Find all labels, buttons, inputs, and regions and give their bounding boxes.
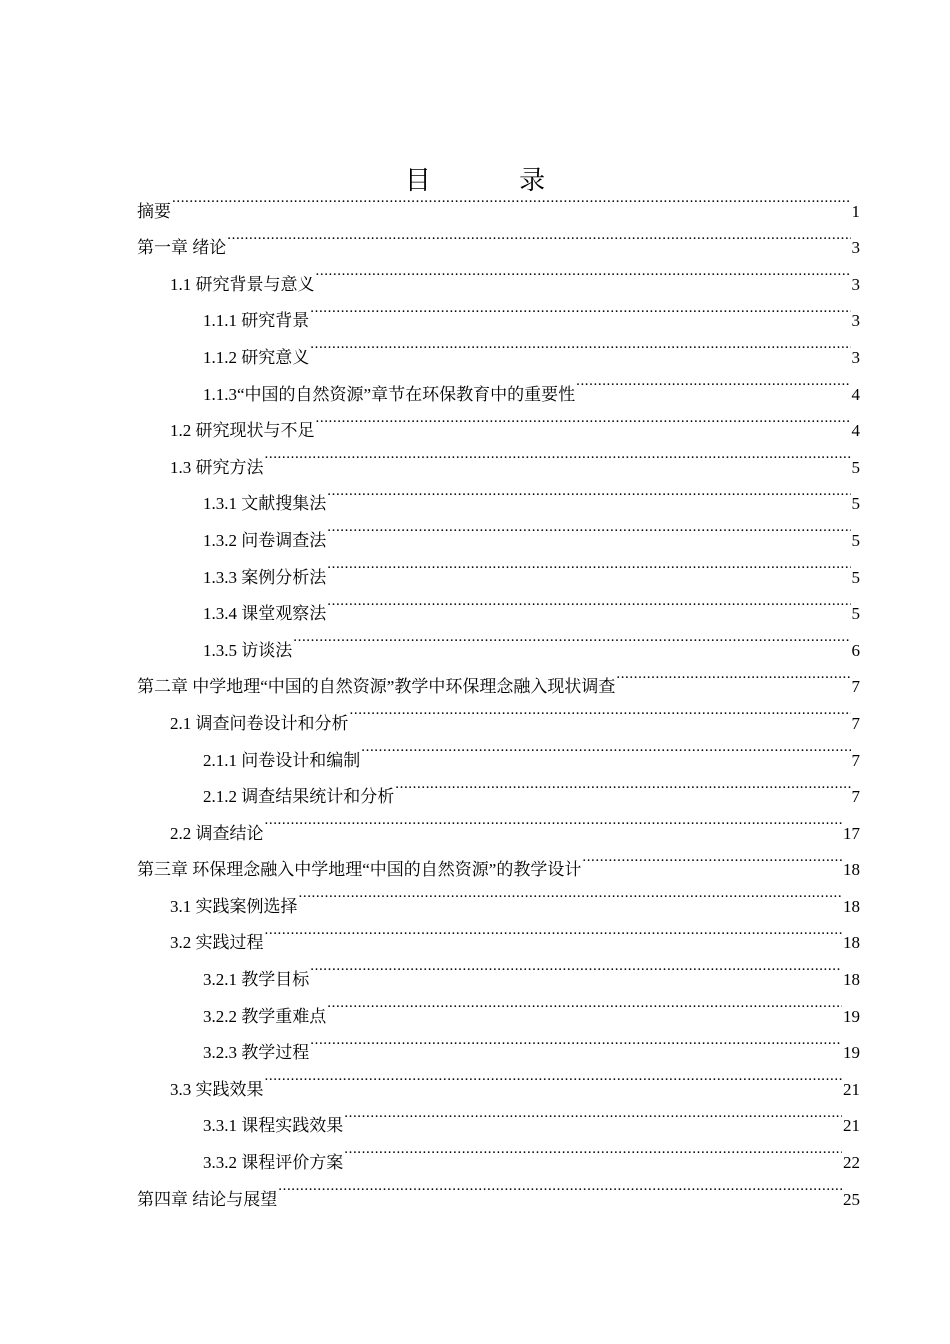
toc-dot-leader	[344, 1131, 842, 1168]
toc-dot-leader	[265, 1058, 843, 1095]
toc-page-number: 5	[851, 567, 860, 587]
toc-page-number: 1	[851, 201, 860, 221]
toc-page-number: 3	[851, 347, 860, 367]
toc-entry-label: 3.3.1 课程实践效果	[203, 1116, 344, 1136]
toc-page-number: 17	[843, 823, 860, 843]
toc-page-number: 7	[851, 787, 860, 807]
toc-dot-leader	[265, 436, 851, 473]
toc-entry-label: 2.1 调查问卷设计和分析	[170, 713, 349, 733]
toc-dot-leader	[327, 985, 842, 1022]
toc-page-number: 4	[851, 421, 860, 441]
toc-entry-label: 3.2.1 教学目标	[203, 970, 310, 990]
toc-page-number: 3	[851, 274, 860, 294]
toc-entry-label: 第二章 中学地理“中国的自然资源”教学中环保理念融入现状调查	[137, 677, 616, 697]
toc-dot-leader	[299, 875, 843, 912]
toc-dot-leader	[265, 912, 843, 949]
toc-entry[interactable]	[137, 180, 860, 221]
toc-dot-leader	[327, 473, 850, 510]
toc-page-number: 5	[851, 494, 860, 514]
toc-entry-label: 摘要	[137, 201, 171, 221]
toc-dot-leader	[316, 400, 851, 437]
toc-page-number: 3	[851, 238, 860, 258]
toc-dot-leader	[395, 766, 850, 803]
table-of-contents	[137, 180, 860, 1209]
toc-entry-label: 1.1.2 研究意义	[203, 347, 310, 367]
toc-entry[interactable]	[137, 253, 860, 294]
toc-entry-label: 2.1.2 调查结果统计和分析	[203, 787, 395, 807]
toc-entry-label: 1.3.3 案例分析法	[203, 567, 327, 587]
toc-dot-leader	[316, 253, 851, 290]
toc-page-number: 7	[851, 750, 860, 770]
toc-dot-leader	[265, 802, 843, 839]
toc-page-number: 4	[851, 384, 860, 404]
toc-page-number: 18	[843, 896, 860, 916]
toc-page-number: 25	[843, 1189, 860, 1209]
toc-dot-leader	[327, 509, 850, 546]
toc-page-number: 18	[843, 970, 860, 990]
toc-entry-label: 1.1 研究背景与意义	[170, 274, 315, 294]
toc-dot-leader	[327, 583, 850, 620]
toc-entry-label: 第一章 绪论	[137, 238, 227, 258]
toc-entry-label: 3.3 实践效果	[170, 1079, 264, 1099]
toc-entry-label: 1.1.1 研究背景	[203, 311, 310, 331]
toc-dot-leader	[310, 290, 850, 327]
toc-entry-label: 3.2 实践过程	[170, 933, 264, 953]
toc-page-number: 7	[851, 713, 860, 733]
toc-entry-label: 1.3 研究方法	[170, 457, 264, 477]
toc-entry-label: 2.2 调查结论	[170, 823, 264, 843]
toc-page-number: 21	[843, 1116, 860, 1136]
toc-page-number: 5	[851, 530, 860, 550]
toc-page-number: 22	[843, 1153, 860, 1173]
toc-dot-leader	[327, 546, 850, 583]
toc-entry[interactable]	[137, 217, 860, 258]
toc-dot-leader	[582, 839, 842, 876]
toc-entry-label: 1.3.2 问卷调查法	[203, 530, 327, 550]
toc-dot-leader	[350, 692, 851, 729]
toc-title: 目 录	[404, 166, 586, 197]
toc-entry-label: 3.2.3 教学过程	[203, 1043, 310, 1063]
toc-page-number: 7	[851, 677, 860, 697]
toc-dot-leader	[616, 656, 850, 693]
toc-dot-leader	[310, 326, 850, 363]
toc-entry-label: 3.1 实践案例选择	[170, 896, 298, 916]
toc-entry-label: 3.2.2 教学重难点	[203, 1006, 327, 1026]
toc-page-number: 5	[851, 457, 860, 477]
toc-dot-leader	[310, 948, 842, 985]
toc-page-number: 19	[843, 1043, 860, 1063]
toc-entry-label: 1.3.1 文献搜集法	[203, 494, 327, 514]
toc-entry-label: 1.3.5 访谈法	[203, 640, 293, 660]
toc-page-number: 21	[843, 1079, 860, 1099]
toc-entry-label: 第四章 结论与展望	[137, 1189, 278, 1209]
toc-entry-label: 1.2 研究现状与不足	[170, 421, 315, 441]
toc-page-number: 5	[851, 604, 860, 624]
toc-dot-leader	[227, 217, 850, 254]
toc-page-number: 19	[843, 1006, 860, 1026]
toc-entry-label: 1.1.3“中国的自然资源”章节在环保教育中的重要性	[203, 384, 576, 404]
toc-dot-leader	[344, 1095, 842, 1132]
toc-dot-leader	[293, 619, 850, 656]
toc-entry-label: 3.3.2 课程评价方案	[203, 1153, 344, 1173]
toc-entry-label: 第三章 环保理念融入中学地理“中国的自然资源”的教学设计	[137, 860, 582, 880]
toc-dot-leader	[310, 1022, 842, 1059]
toc-dot-leader	[278, 1168, 842, 1205]
toc-page-number: 3	[851, 311, 860, 331]
toc-page-number: 18	[843, 860, 860, 880]
toc-dot-leader	[361, 729, 850, 766]
toc-dot-leader	[576, 363, 850, 400]
toc-entry-label: 2.1.1 问卷设计和编制	[203, 750, 361, 770]
toc-page-number: 6	[851, 640, 860, 660]
toc-entry-label: 1.3.4 课堂观察法	[203, 604, 327, 624]
toc-page-number: 18	[843, 933, 860, 953]
toc-dot-leader	[172, 180, 851, 217]
